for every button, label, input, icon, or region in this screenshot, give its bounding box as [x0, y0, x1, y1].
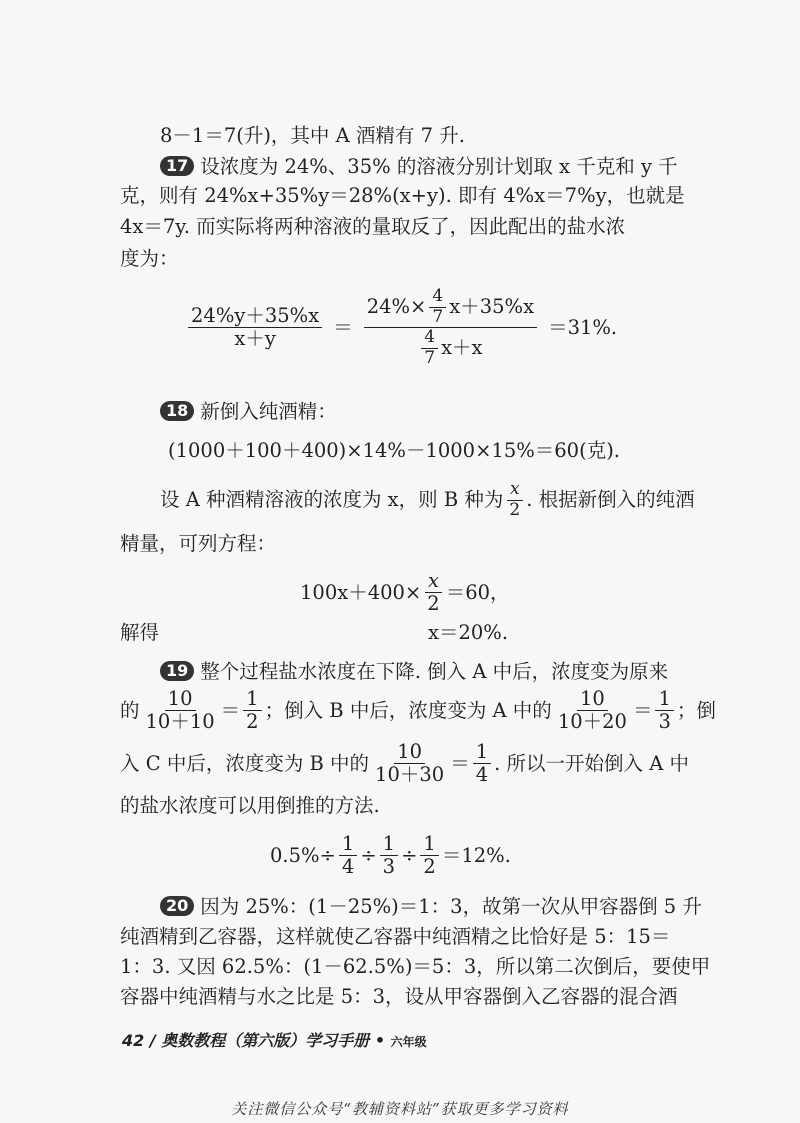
problem-number-badge: 18 [160, 401, 194, 421]
equation-volume: 100x＋400× $\frac{x}{2}$ ＝60， [300, 569, 510, 616]
equation-pure-alcohol: (1000＋100＋400)×14%－1000×15%＝60(克). [168, 439, 620, 462]
text-line: 8－1＝7(升)，其中 A 酒精有 7 升. [160, 124, 465, 147]
problem-number-badge: 17 [160, 156, 194, 176]
problem-19-line-4: 的盐水浓度可以用倒推的方法. [120, 794, 380, 817]
problem-20-line-3: 1：3. 又因 62.5%：(1－62.5%)＝5：3，所以第二次倒后，要使甲 [120, 955, 711, 978]
equation-reverse: 0.5%÷ $\frac{1}{4}$ ÷ $\frac{1}{3}$ ÷ $\frac{1}{2}$ ＝12%. [270, 832, 511, 879]
problem-19-line-1: 19 整个过程盐水浓度在下降. 倒入 A 中后，浓度变为原来 [160, 661, 668, 682]
problem-20-line-2: 纯酒精到乙容器，这样就使乙容器中纯酒精之比恰好是 5：15＝ [120, 925, 671, 948]
problem-17-line-1: 17 设浓度为 24%、35% 的溶液分别计划取 x 千克和 y 千 [160, 156, 678, 177]
problem-18-line-1: 18 新倒入纯酒精： [160, 401, 337, 422]
fraction: 24%× $\frac{4}{7}$ x＋35%x $\frac{4}{7}$ x＋x [364, 287, 537, 368]
problem-18-line-2: 设 A 种酒精溶液的浓度为 x，则 B 种为 $\frac{x}{2}$ . 根据新倒入的纯酒 [160, 479, 695, 520]
problem-20-line-1: 20 因为 25%：(1－25%)＝1：3，故第一次从甲容器倒 5 升 [160, 896, 702, 917]
fraction: $\frac{24\%y+35\%x}{x+y}$ [188, 305, 322, 351]
problem-18-line-3: 精量，可列方程： [120, 532, 277, 555]
problem-20-line-4: 容器中纯酒精与水之比是 5：3，设从甲容器倒入乙容器的混合酒 [120, 985, 678, 1008]
problem-17-line-3: 4x＝7y. 而实际将两种溶液的量取反了，因此配出的盐水浓 [120, 215, 626, 238]
grade-label: 六年级 [390, 1035, 427, 1049]
equation-result: x＝20%. [428, 621, 509, 644]
solve-label: 解得 [120, 621, 160, 644]
page-title: 42 / 奥数教程（第六版）学习手册 • [122, 1031, 386, 1050]
problem-number-badge: 19 [160, 661, 194, 681]
page-footer [122, 1028, 427, 1051]
problem-number-badge: 20 [160, 896, 194, 916]
equation-concentration: $\frac{24\%y+35\%x}{x+y}$ ＝ 24%× $\frac{4}{7}$ x＋35%x $\frac{4}{7}$ x＋x ＝31%. [185, 287, 617, 368]
problem-19-line-3: 入 C 中后，浓度变为 B 中的 $\frac{10}{10+30}$ ＝ $\frac{1}{4}$ . 所以一开始倒入 A 中 [120, 740, 690, 787]
problem-17-line-4: 度为： [120, 247, 179, 270]
problem-17-line-2: 克，则有 24%x+35%y＝28%(x+y). 即有 4%x＝7%y，也就是 [120, 184, 685, 207]
watermark-note: 关注微信公众号“教辅资料站”获取更多学习资料 [231, 1100, 569, 1118]
problem-19-line-2: 的 $\frac{10}{10+10}$ ＝ $\frac{1}{2}$ ；倒入 B 中后，浓度变为 A 中的 $\frac{10}{10+20}$ ＝ $\frac{1}{3}$ ；倒 [120, 687, 716, 734]
